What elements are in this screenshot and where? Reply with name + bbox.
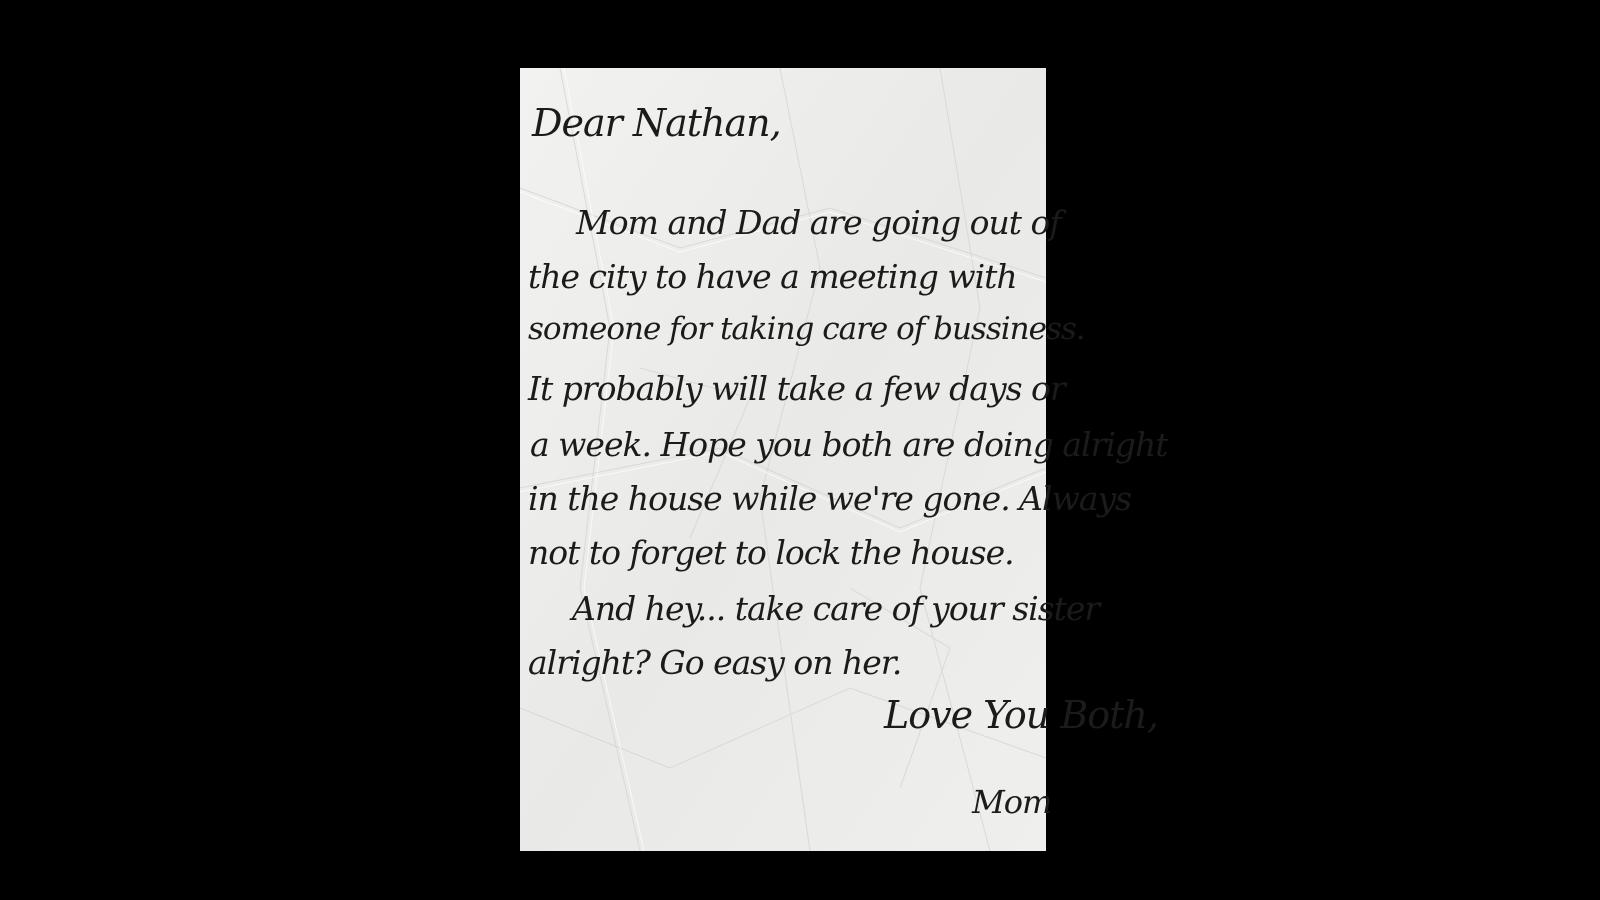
handwritten-letter — [520, 68, 1168, 851]
letter-signature: Mom — [972, 783, 1052, 821]
letter-closing: Love You Both, — [884, 693, 1158, 737]
letter-line: the city to have a meeting with — [528, 257, 1017, 296]
letter-line: It probably will take a few days or — [528, 369, 1065, 408]
letter-line: someone for taking care of bussiness. — [528, 311, 1085, 347]
letter-line: not to forget to lock the house. — [528, 533, 1014, 572]
letter-paper[interactable] — [520, 68, 1168, 851]
letter-line: Mom and Dad are going out of — [576, 203, 1061, 242]
letter-greeting: Dear Nathan, — [532, 101, 781, 145]
letter-line: alright? Go easy on her. — [528, 643, 902, 682]
letter-line: a week. Hope you both are doing alright — [530, 425, 1168, 464]
letter-line: in the house while we're gone. Always — [528, 479, 1132, 518]
letter-line: And hey... take care of your sister — [572, 589, 1100, 628]
